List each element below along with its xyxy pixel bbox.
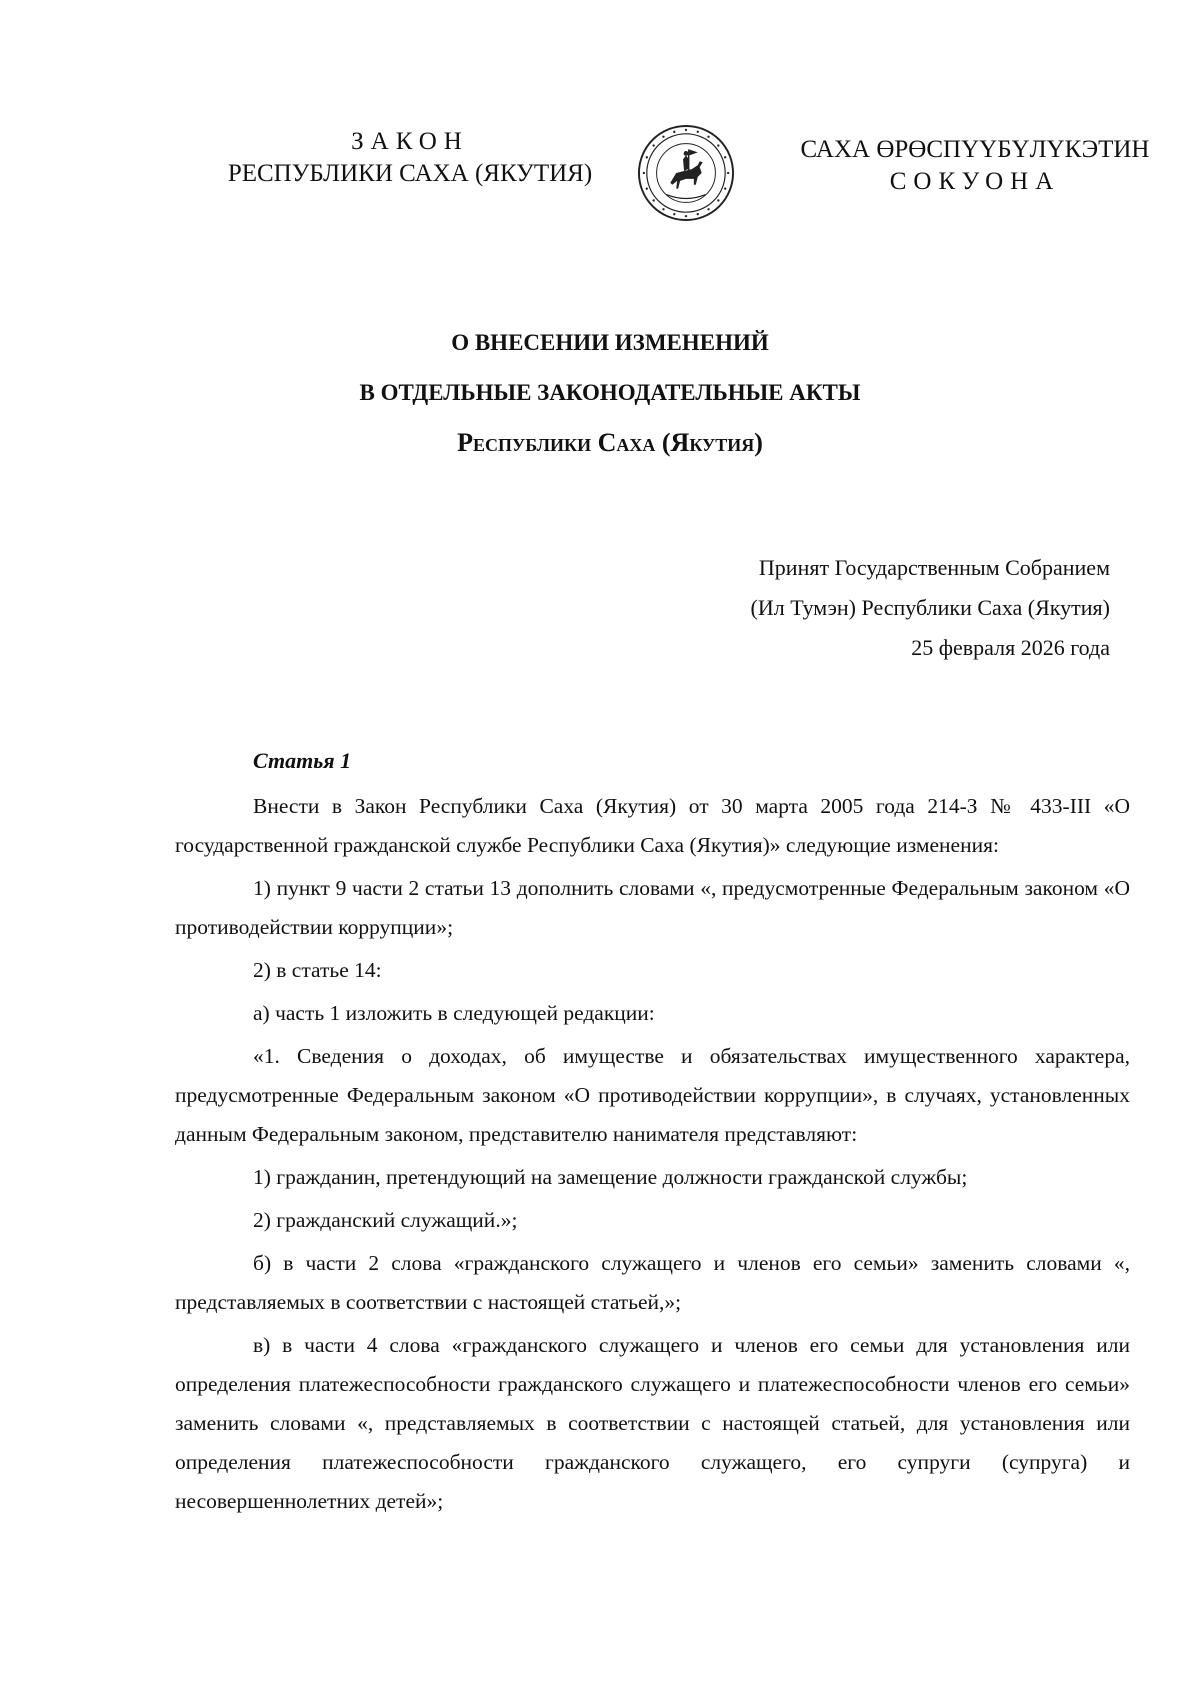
- paragraph: 2) в статье 14:: [253, 958, 382, 982]
- paragraph: в) в части 4 слова «гражданского служащего и членов его семьи для установления или определения платежеспособности гражданского служащего и платежеспособности членов его семьи» заменить словами «, представляемых в соответствии с настоящей статьей, для установления или определения платежеспособности гражданского служащего, его супруги (супруга) и несовершеннолетних детей»;: [175, 1333, 1130, 1513]
- paragraph: б) в части 2 слова «гражданского служащего и членов его семьи» заменить словами «, представляемых в соответствии с настоящей статьей,»;: [175, 1251, 1130, 1314]
- paragraph: Внести в Закон Республики Саха (Якутия) от 30 марта 2005 года 214-З № 433-III «О государственной гражданской службе Республики Саха (Якутия)» следующие изменения:: [175, 794, 1130, 857]
- title-line-3: Республики Саха (Якутия): [457, 428, 763, 457]
- adoption-line-2: (Ил Тумэн) Республики Саха (Якутия): [750, 595, 1110, 620]
- title-line-1: О ВНЕСЕНИИ ИЗМЕНЕНИЙ: [451, 330, 769, 355]
- paragraph: 2) гражданский служащий.»;: [253, 1208, 518, 1232]
- law-label-sakha: СОКУОНА: [889, 168, 1061, 195]
- republic-name-sakha: САХА ӨРӨСПҮҮБҮЛҮКЭТИН: [800, 136, 1150, 163]
- paragraph: 1) гражданин, претендующий на замещение должности гражданской службы;: [253, 1165, 968, 1189]
- header-right: [790, 134, 1160, 198]
- title-line-2: В ОТДЕЛЬНЫЕ ЗАКОНОДАТЕЛЬНЫЕ АКТЫ: [359, 380, 861, 405]
- republic-name: РЕСПУБЛИКИ САХА (ЯКУТИЯ): [227, 160, 593, 187]
- article-body: [175, 787, 1130, 1521]
- header-left: [220, 126, 600, 190]
- document-title: [250, 318, 970, 468]
- paragraph: 1) пункт 9 части 2 статьи 13 дополнить словами «, предусмотренные Федеральным законом «О противодействии коррупции»;: [175, 876, 1130, 939]
- adoption-date: 25 февраля 2026 года: [911, 635, 1110, 660]
- adoption-line-1: Принят Государственным Собранием: [758, 555, 1110, 580]
- paragraph: а) часть 1 изложить в следующей редакции:: [253, 1001, 655, 1025]
- paragraph: «1. Сведения о доходах, об имуществе и обязательствах имущественного характера, предусмотренные Федеральным законом «О противодействии коррупции», в случаях, установленных данным Федеральным законом, представителю нанимателя представляют:: [175, 1044, 1130, 1146]
- adoption-note: [751, 548, 1110, 668]
- coat-of-arms-icon: [637, 124, 735, 222]
- article-heading: Статья 1: [253, 748, 352, 773]
- law-label: ЗАКОН: [351, 128, 469, 155]
